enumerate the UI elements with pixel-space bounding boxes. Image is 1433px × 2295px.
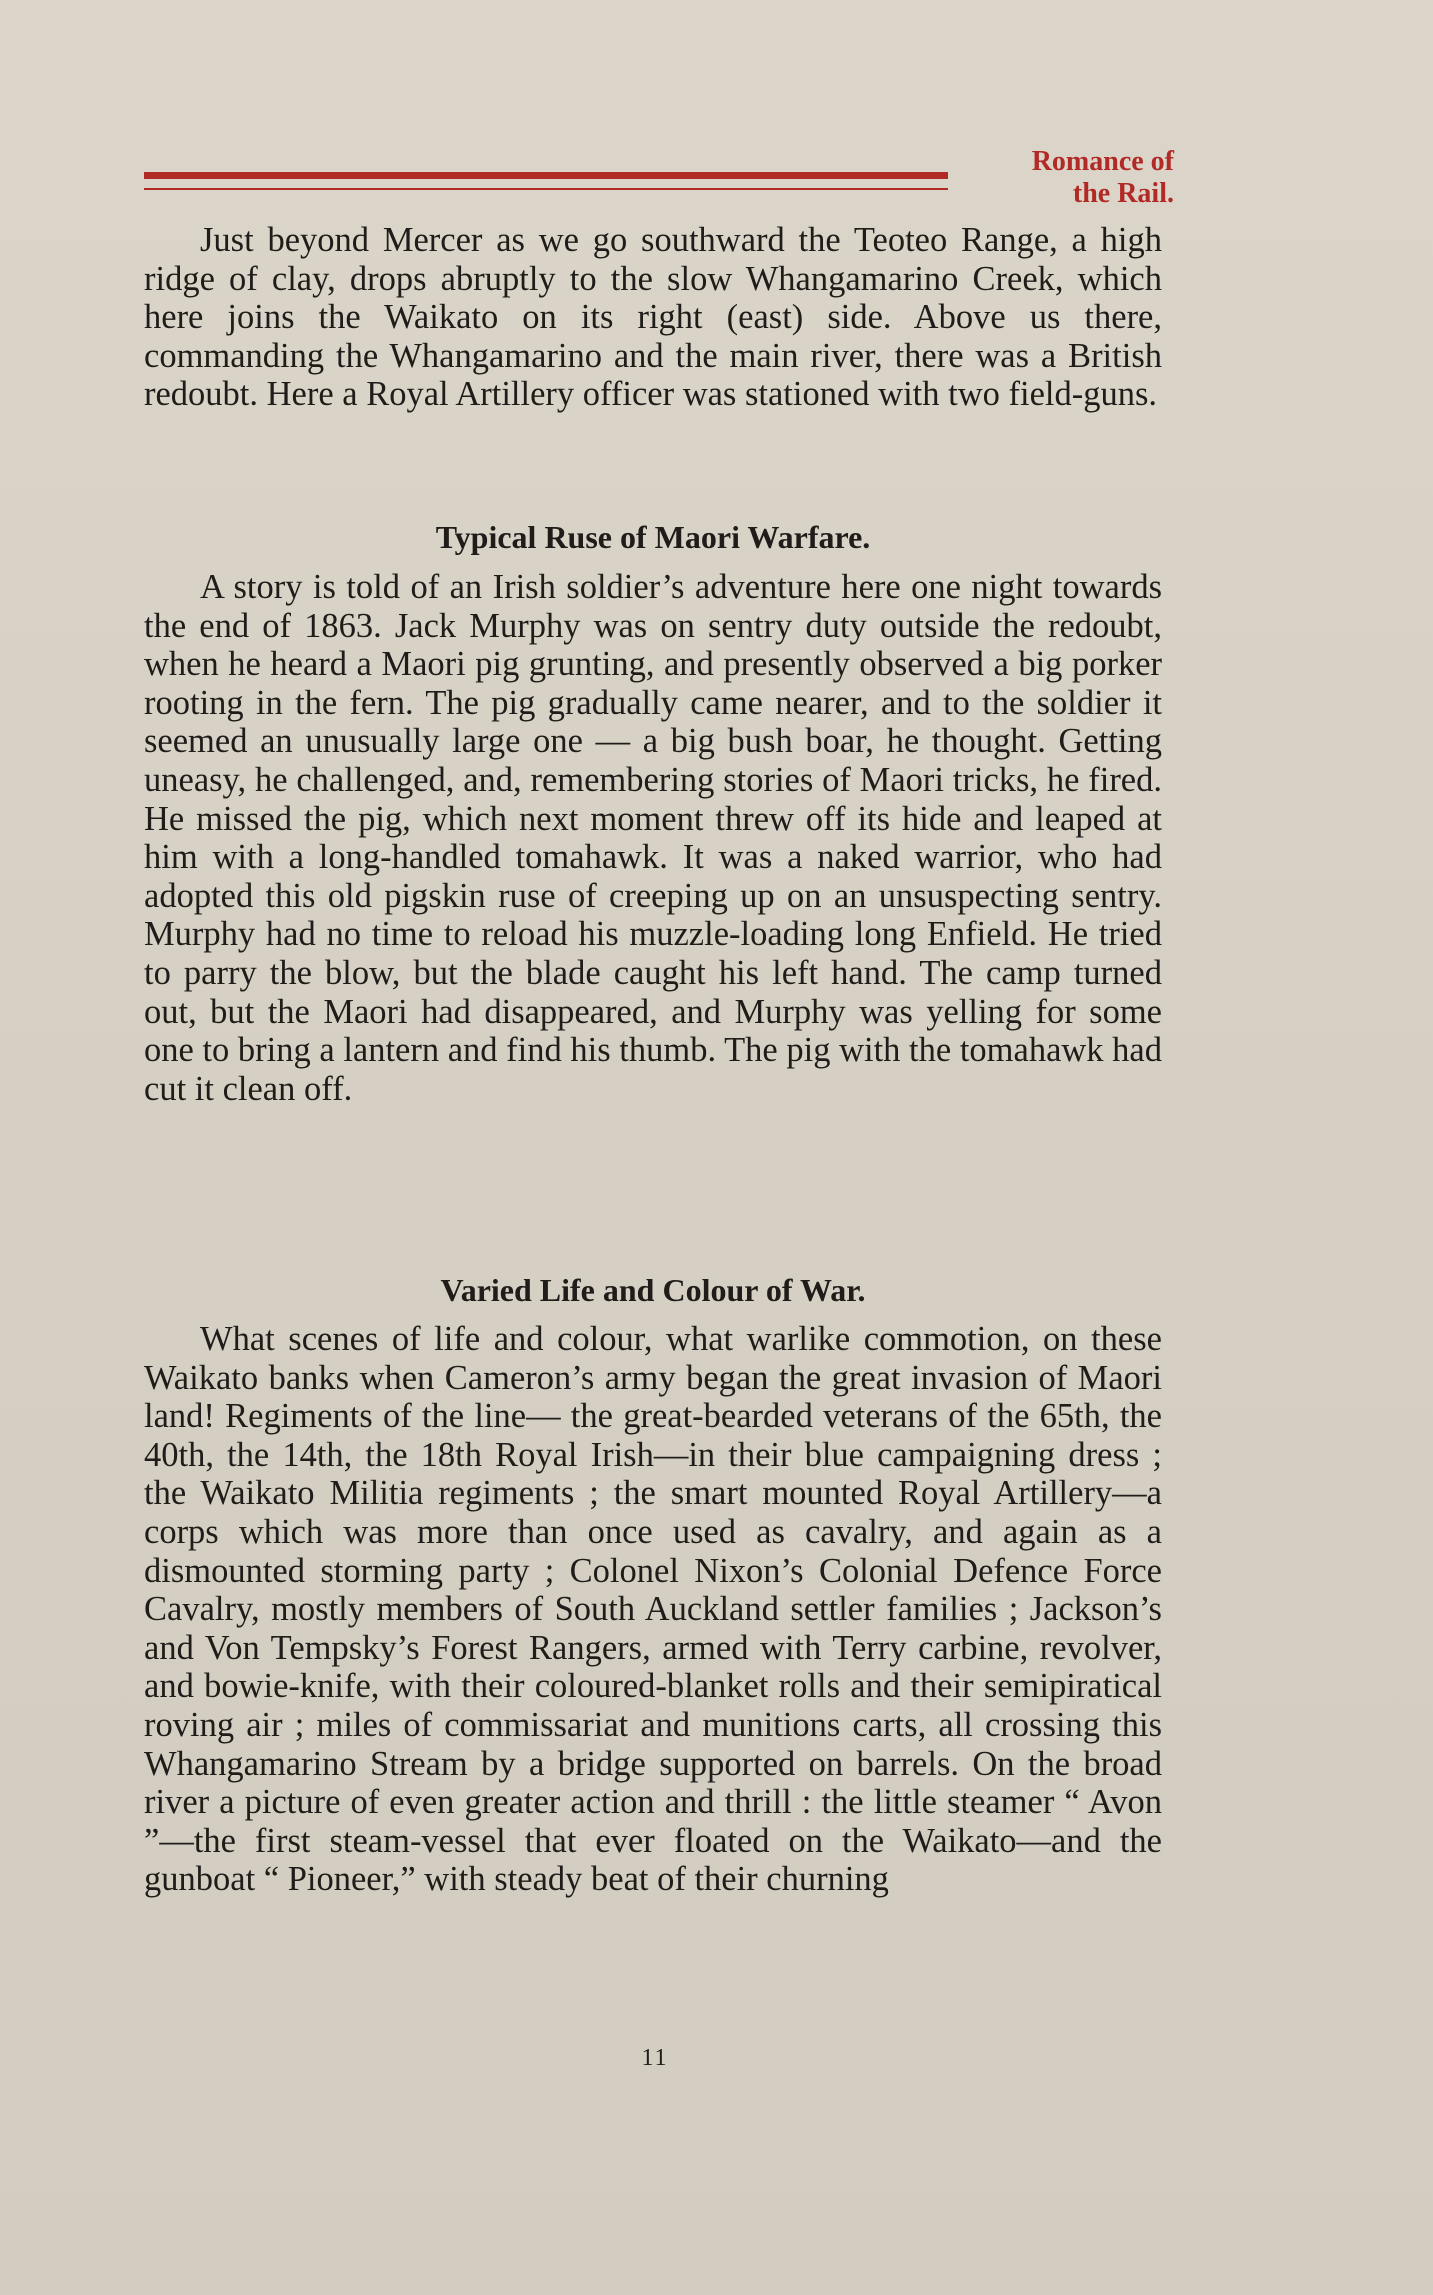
section-heading-typical-ruse: Typical Ruse of Maori Warfare. [435,519,871,555]
running-title [974,146,1174,210]
page-number: 11 [641,2045,669,2071]
header-rule-thin [144,188,948,190]
section-heading-varied-life: Varied Life and Colour of War. [440,1272,866,1308]
running-title-line2: the Rail. [1072,178,1174,209]
section-typical-ruse-text [144,568,1162,1108]
intro-paragraph: Just beyond Mercer as we go southward the Teoteo Range, a high ridge of clay, drops abruptly to the slow Whangamarino Creek, which here joins the Waikato on its right (east) side. Above us there, commanding the Whangamarino and the main river, there was a British redoubt. Here a Royal Artillery officer was stationed with two field-guns. [144,221,1162,414]
running-title-line1: Romance of [1031,146,1174,177]
header-rule-thick [144,172,948,179]
running-head [144,146,1174,209]
typical-ruse-paragraph: A story is told of an Irish soldier’s adventure here one night towards the end of 1863. Jack Murphy was on sentry duty outside the redoubt, when he heard a Maori pig grunting, and presently observed a big porker rooting in the fern. The pig gradually came nearer, and to the soldier it seemed an unusually large one — a big bush boar, he thought. Getting uneasy, he challenged, and, remembering stories of Maori tricks, he fired. He missed the pig, which next moment threw off its hide and leaped at him with a long-handled tomahawk. It was a naked warrior, who had adopted this old pigskin ruse of creeping up on an unsuspecting sentry. Murphy had no time to reload his muzzle-loading long Enfield. He tried to parry the blow, but the blade caught his left hand. The camp turned out, but the Maori had disappeared, and Murphy was yelling for some one to bring a lantern and find his thumb. The pig with the tomahawk had cut it clean off. [144,568,1162,1108]
section-varied-life-text [144,1320,1162,1899]
intro-text [144,221,1162,414]
varied-life-paragraph: What scenes of life and colour, what warlike commotion, on these Waikato banks when Cameron’s army began the great invasion of Maori land! Regiments of the line— the great-bearded veterans of the 65th, the 40th, the 14th, the 18th Royal Irish—in their blue campaigning dress ; the Waikato Militia regiments ; the smart mounted Royal Artillery—a corps which was more than once used as cavalry, and again as a dismounted storming party ; Colonel Nixon’s Colonial Defence Force Cavalry, mostly members of South Auckland settler families ; Jackson’s and Von Tempsky’s Forest Rangers, armed with Terry carbine, revolver, and bowie-knife, with their coloured-blanket rolls and their semipiratical roving air ; miles of commissariat and munitions carts, all crossing this Whangamarino Stream by a bridge supported on barrels. On the broad river a picture of even greater action and thrill : the little steamer “ Avon ”—the first steam-vessel that ever floated on the Waikato—and the gunboat “ Pioneer,” with steady beat of their churning [144,1320,1162,1899]
